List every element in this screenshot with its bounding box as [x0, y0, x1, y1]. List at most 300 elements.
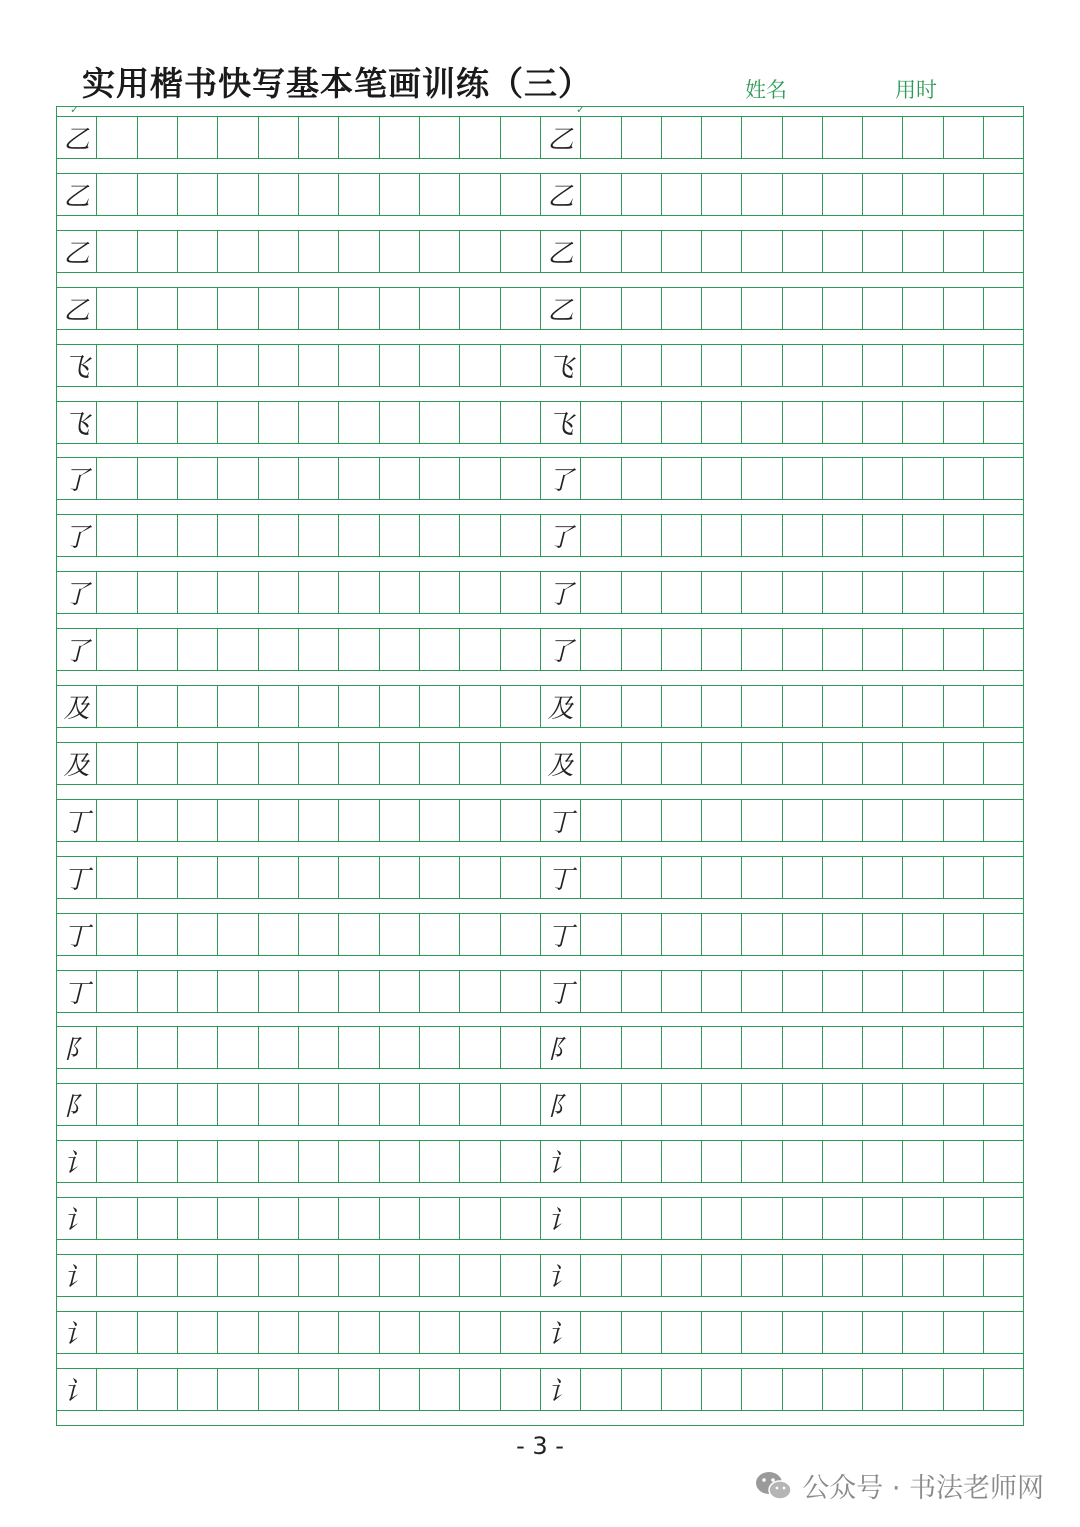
practice-cell[interactable]: [379, 345, 419, 386]
practice-cell[interactable]: [862, 458, 902, 499]
practice-cell[interactable]: [580, 288, 620, 329]
practice-cell[interactable]: [217, 1084, 257, 1125]
practice-cell[interactable]: [379, 288, 419, 329]
practice-cell[interactable]: [379, 1369, 419, 1410]
practice-cell[interactable]: [177, 1141, 217, 1182]
practice-cell[interactable]: [96, 1198, 136, 1239]
practice-cell[interactable]: [822, 1255, 862, 1296]
practice-cell[interactable]: [217, 914, 257, 955]
practice-cell[interactable]: [621, 800, 661, 841]
practice-cell[interactable]: [621, 288, 661, 329]
practice-cell[interactable]: [459, 117, 499, 158]
practice-cell[interactable]: [983, 174, 1023, 215]
practice-cell[interactable]: [379, 1084, 419, 1125]
practice-cell[interactable]: [862, 971, 902, 1012]
practice-cell[interactable]: [902, 1198, 942, 1239]
practice-cell[interactable]: [217, 1141, 257, 1182]
practice-cell[interactable]: [217, 345, 257, 386]
practice-cell[interactable]: [741, 515, 781, 556]
practice-cell[interactable]: [822, 458, 862, 499]
practice-cell[interactable]: [459, 686, 499, 727]
practice-cell[interactable]: [741, 1255, 781, 1296]
practice-cell[interactable]: [943, 288, 983, 329]
practice-cell[interactable]: [298, 1255, 338, 1296]
practice-cell[interactable]: [741, 117, 781, 158]
practice-cell[interactable]: [983, 857, 1023, 898]
practice-cell[interactable]: [822, 345, 862, 386]
practice-cell[interactable]: [500, 686, 540, 727]
practice-cell[interactable]: [862, 629, 902, 670]
practice-cell[interactable]: [379, 572, 419, 613]
practice-cell[interactable]: [177, 231, 217, 272]
practice-cell[interactable]: [419, 288, 459, 329]
practice-cell[interactable]: [782, 515, 822, 556]
practice-cell[interactable]: [137, 857, 177, 898]
practice-cell[interactable]: [943, 1027, 983, 1068]
practice-cell[interactable]: [822, 1141, 862, 1182]
practice-cell[interactable]: [782, 686, 822, 727]
practice-cell[interactable]: [741, 971, 781, 1012]
practice-cell[interactable]: [419, 914, 459, 955]
practice-cell[interactable]: [500, 629, 540, 670]
practice-cell[interactable]: [298, 1141, 338, 1182]
practice-cell[interactable]: [419, 1084, 459, 1125]
practice-cell[interactable]: [943, 743, 983, 784]
practice-cell[interactable]: [459, 800, 499, 841]
practice-cell[interactable]: [217, 743, 257, 784]
practice-cell[interactable]: [621, 686, 661, 727]
practice-cell[interactable]: [621, 1141, 661, 1182]
practice-cell[interactable]: [701, 1084, 741, 1125]
practice-cell[interactable]: [177, 117, 217, 158]
practice-cell[interactable]: [902, 857, 942, 898]
practice-cell[interactable]: [419, 572, 459, 613]
practice-cell[interactable]: [862, 515, 902, 556]
practice-cell[interactable]: [419, 857, 459, 898]
practice-cell[interactable]: [258, 572, 298, 613]
practice-cell[interactable]: [137, 117, 177, 158]
practice-cell[interactable]: [782, 1312, 822, 1353]
practice-cell[interactable]: [661, 857, 701, 898]
practice-cell[interactable]: [902, 1084, 942, 1125]
practice-cell[interactable]: [96, 572, 136, 613]
practice-cell[interactable]: [379, 402, 419, 443]
practice-cell[interactable]: [902, 117, 942, 158]
practice-cell[interactable]: [459, 971, 499, 1012]
practice-cell[interactable]: [621, 515, 661, 556]
practice-cell[interactable]: [419, 1027, 459, 1068]
practice-cell[interactable]: [580, 1084, 620, 1125]
practice-cell[interactable]: [621, 572, 661, 613]
practice-cell[interactable]: [822, 857, 862, 898]
practice-cell[interactable]: [862, 231, 902, 272]
practice-cell[interactable]: [741, 800, 781, 841]
practice-cell[interactable]: [137, 629, 177, 670]
practice-cell[interactable]: [661, 345, 701, 386]
practice-cell[interactable]: [862, 1369, 902, 1410]
practice-cell[interactable]: [983, 686, 1023, 727]
practice-cell[interactable]: [902, 629, 942, 670]
practice-cell[interactable]: [96, 515, 136, 556]
practice-cell[interactable]: [338, 1084, 378, 1125]
practice-cell[interactable]: [217, 971, 257, 1012]
practice-cell[interactable]: [782, 1084, 822, 1125]
practice-cell[interactable]: [943, 1369, 983, 1410]
practice-cell[interactable]: [741, 686, 781, 727]
practice-cell[interactable]: [580, 117, 620, 158]
practice-cell[interactable]: [338, 288, 378, 329]
practice-cell[interactable]: [862, 572, 902, 613]
practice-cell[interactable]: [258, 515, 298, 556]
practice-cell[interactable]: [580, 743, 620, 784]
practice-cell[interactable]: [379, 629, 419, 670]
practice-cell[interactable]: [96, 458, 136, 499]
practice-cell[interactable]: [419, 402, 459, 443]
practice-cell[interactable]: [902, 1141, 942, 1182]
practice-cell[interactable]: [782, 1255, 822, 1296]
practice-cell[interactable]: [177, 174, 217, 215]
practice-cell[interactable]: [701, 231, 741, 272]
practice-cell[interactable]: [741, 231, 781, 272]
practice-cell[interactable]: [741, 345, 781, 386]
practice-cell[interactable]: [459, 458, 499, 499]
practice-cell[interactable]: [862, 1255, 902, 1296]
practice-cell[interactable]: [379, 1312, 419, 1353]
practice-cell[interactable]: [96, 174, 136, 215]
practice-cell[interactable]: [217, 458, 257, 499]
practice-cell[interactable]: [217, 686, 257, 727]
practice-cell[interactable]: [137, 686, 177, 727]
practice-cell[interactable]: [419, 1369, 459, 1410]
practice-cell[interactable]: [177, 345, 217, 386]
practice-cell[interactable]: [862, 857, 902, 898]
practice-cell[interactable]: [419, 1312, 459, 1353]
practice-cell[interactable]: [177, 686, 217, 727]
practice-cell[interactable]: [419, 117, 459, 158]
practice-cell[interactable]: [621, 1255, 661, 1296]
practice-cell[interactable]: [96, 402, 136, 443]
practice-cell[interactable]: [459, 288, 499, 329]
practice-cell[interactable]: [621, 345, 661, 386]
practice-cell[interactable]: [983, 288, 1023, 329]
practice-cell[interactable]: [902, 231, 942, 272]
practice-cell[interactable]: [177, 857, 217, 898]
practice-cell[interactable]: [459, 402, 499, 443]
practice-cell[interactable]: [338, 857, 378, 898]
practice-cell[interactable]: [419, 345, 459, 386]
practice-cell[interactable]: [177, 800, 217, 841]
practice-cell[interactable]: [137, 1312, 177, 1353]
practice-cell[interactable]: [338, 515, 378, 556]
practice-cell[interactable]: [459, 1312, 499, 1353]
practice-cell[interactable]: [741, 629, 781, 670]
practice-cell[interactable]: [782, 857, 822, 898]
practice-cell[interactable]: [298, 971, 338, 1012]
practice-cell[interactable]: [661, 800, 701, 841]
practice-cell[interactable]: [177, 402, 217, 443]
practice-cell[interactable]: [96, 1084, 136, 1125]
practice-cell[interactable]: [419, 458, 459, 499]
practice-cell[interactable]: [338, 231, 378, 272]
practice-cell[interactable]: [782, 345, 822, 386]
practice-cell[interactable]: [459, 629, 499, 670]
practice-cell[interactable]: [701, 800, 741, 841]
practice-cell[interactable]: [298, 1198, 338, 1239]
practice-cell[interactable]: [419, 515, 459, 556]
practice-cell[interactable]: [741, 1141, 781, 1182]
practice-cell[interactable]: [661, 174, 701, 215]
practice-cell[interactable]: [661, 572, 701, 613]
practice-cell[interactable]: [459, 174, 499, 215]
practice-cell[interactable]: [96, 288, 136, 329]
practice-cell[interactable]: [621, 743, 661, 784]
practice-cell[interactable]: [741, 743, 781, 784]
practice-cell[interactable]: [701, 288, 741, 329]
practice-cell[interactable]: [822, 174, 862, 215]
practice-cell[interactable]: [902, 402, 942, 443]
practice-cell[interactable]: [661, 971, 701, 1012]
practice-cell[interactable]: [338, 402, 378, 443]
practice-cell[interactable]: [782, 800, 822, 841]
practice-cell[interactable]: [580, 458, 620, 499]
practice-cell[interactable]: [298, 458, 338, 499]
practice-cell[interactable]: [661, 1312, 701, 1353]
practice-cell[interactable]: [338, 1369, 378, 1410]
practice-cell[interactable]: [902, 288, 942, 329]
practice-cell[interactable]: [258, 971, 298, 1012]
practice-cell[interactable]: [580, 1198, 620, 1239]
practice-cell[interactable]: [580, 231, 620, 272]
practice-cell[interactable]: [298, 857, 338, 898]
practice-cell[interactable]: [338, 1027, 378, 1068]
practice-cell[interactable]: [137, 1198, 177, 1239]
practice-cell[interactable]: [459, 572, 499, 613]
practice-cell[interactable]: [500, 1312, 540, 1353]
practice-cell[interactable]: [379, 857, 419, 898]
practice-cell[interactable]: [258, 1369, 298, 1410]
practice-cell[interactable]: [983, 971, 1023, 1012]
practice-cell[interactable]: [902, 515, 942, 556]
practice-cell[interactable]: [701, 1369, 741, 1410]
practice-cell[interactable]: [298, 288, 338, 329]
practice-cell[interactable]: [580, 857, 620, 898]
practice-cell[interactable]: [943, 174, 983, 215]
practice-cell[interactable]: [177, 1312, 217, 1353]
practice-cell[interactable]: [338, 743, 378, 784]
practice-cell[interactable]: [701, 1141, 741, 1182]
practice-cell[interactable]: [137, 1027, 177, 1068]
practice-cell[interactable]: [580, 1027, 620, 1068]
practice-cell[interactable]: [500, 231, 540, 272]
practice-cell[interactable]: [701, 1312, 741, 1353]
practice-cell[interactable]: [137, 1369, 177, 1410]
practice-cell[interactable]: [983, 1255, 1023, 1296]
practice-cell[interactable]: [580, 402, 620, 443]
practice-cell[interactable]: [822, 1084, 862, 1125]
practice-cell[interactable]: [137, 1141, 177, 1182]
practice-cell[interactable]: [258, 1141, 298, 1182]
practice-cell[interactable]: [782, 231, 822, 272]
practice-cell[interactable]: [500, 1084, 540, 1125]
practice-cell[interactable]: [701, 686, 741, 727]
practice-cell[interactable]: [862, 117, 902, 158]
practice-cell[interactable]: [661, 686, 701, 727]
practice-cell[interactable]: [983, 629, 1023, 670]
practice-cell[interactable]: [459, 1198, 499, 1239]
practice-cell[interactable]: [338, 914, 378, 955]
practice-cell[interactable]: [459, 914, 499, 955]
practice-cell[interactable]: [338, 345, 378, 386]
practice-cell[interactable]: [661, 629, 701, 670]
practice-cell[interactable]: [217, 857, 257, 898]
practice-cell[interactable]: [983, 231, 1023, 272]
practice-cell[interactable]: [217, 402, 257, 443]
practice-cell[interactable]: [943, 971, 983, 1012]
practice-cell[interactable]: [822, 1312, 862, 1353]
practice-cell[interactable]: [177, 1255, 217, 1296]
practice-cell[interactable]: [661, 515, 701, 556]
practice-cell[interactable]: [822, 1369, 862, 1410]
practice-cell[interactable]: [137, 345, 177, 386]
practice-cell[interactable]: [137, 572, 177, 613]
practice-cell[interactable]: [379, 800, 419, 841]
practice-cell[interactable]: [500, 1027, 540, 1068]
practice-cell[interactable]: [902, 1255, 942, 1296]
practice-cell[interactable]: [943, 515, 983, 556]
practice-cell[interactable]: [983, 572, 1023, 613]
practice-cell[interactable]: [217, 1198, 257, 1239]
practice-cell[interactable]: [500, 288, 540, 329]
practice-cell[interactable]: [943, 572, 983, 613]
practice-cell[interactable]: [902, 743, 942, 784]
practice-cell[interactable]: [862, 288, 902, 329]
practice-cell[interactable]: [459, 345, 499, 386]
practice-cell[interactable]: [701, 1255, 741, 1296]
practice-cell[interactable]: [137, 743, 177, 784]
practice-cell[interactable]: [217, 1255, 257, 1296]
practice-cell[interactable]: [217, 231, 257, 272]
practice-cell[interactable]: [580, 1141, 620, 1182]
practice-cell[interactable]: [580, 914, 620, 955]
practice-cell[interactable]: [96, 1027, 136, 1068]
practice-cell[interactable]: [902, 1027, 942, 1068]
practice-cell[interactable]: [621, 857, 661, 898]
practice-cell[interactable]: [258, 231, 298, 272]
practice-cell[interactable]: [258, 629, 298, 670]
practice-cell[interactable]: [419, 971, 459, 1012]
practice-cell[interactable]: [943, 1084, 983, 1125]
practice-cell[interactable]: [338, 629, 378, 670]
practice-cell[interactable]: [500, 572, 540, 613]
practice-cell[interactable]: [983, 743, 1023, 784]
practice-cell[interactable]: [500, 914, 540, 955]
practice-cell[interactable]: [419, 743, 459, 784]
practice-cell[interactable]: [782, 971, 822, 1012]
practice-cell[interactable]: [782, 117, 822, 158]
practice-cell[interactable]: [338, 117, 378, 158]
practice-cell[interactable]: [459, 1027, 499, 1068]
practice-cell[interactable]: [298, 1312, 338, 1353]
practice-cell[interactable]: [217, 117, 257, 158]
practice-cell[interactable]: [822, 971, 862, 1012]
practice-cell[interactable]: [822, 629, 862, 670]
practice-cell[interactable]: [741, 174, 781, 215]
practice-cell[interactable]: [96, 117, 136, 158]
practice-cell[interactable]: [96, 1141, 136, 1182]
practice-cell[interactable]: [621, 971, 661, 1012]
practice-cell[interactable]: [500, 800, 540, 841]
practice-cell[interactable]: [96, 686, 136, 727]
practice-cell[interactable]: [137, 914, 177, 955]
practice-cell[interactable]: [217, 629, 257, 670]
practice-cell[interactable]: [137, 1084, 177, 1125]
practice-cell[interactable]: [580, 345, 620, 386]
practice-cell[interactable]: [379, 1198, 419, 1239]
practice-cell[interactable]: [621, 174, 661, 215]
practice-cell[interactable]: [258, 857, 298, 898]
practice-cell[interactable]: [741, 288, 781, 329]
practice-cell[interactable]: [217, 800, 257, 841]
practice-cell[interactable]: [258, 1084, 298, 1125]
practice-cell[interactable]: [782, 572, 822, 613]
practice-cell[interactable]: [983, 800, 1023, 841]
practice-cell[interactable]: [298, 686, 338, 727]
practice-cell[interactable]: [782, 914, 822, 955]
practice-cell[interactable]: [902, 686, 942, 727]
practice-cell[interactable]: [943, 231, 983, 272]
practice-cell[interactable]: [298, 345, 338, 386]
practice-cell[interactable]: [862, 402, 902, 443]
practice-cell[interactable]: [782, 743, 822, 784]
practice-cell[interactable]: [419, 174, 459, 215]
practice-cell[interactable]: [137, 458, 177, 499]
practice-cell[interactable]: [661, 458, 701, 499]
practice-cell[interactable]: [701, 515, 741, 556]
practice-cell[interactable]: [137, 231, 177, 272]
practice-cell[interactable]: [177, 515, 217, 556]
practice-cell[interactable]: [379, 231, 419, 272]
practice-cell[interactable]: [500, 174, 540, 215]
practice-cell[interactable]: [983, 1198, 1023, 1239]
practice-cell[interactable]: [741, 1027, 781, 1068]
practice-cell[interactable]: [661, 1027, 701, 1068]
practice-cell[interactable]: [983, 914, 1023, 955]
practice-cell[interactable]: [298, 174, 338, 215]
practice-cell[interactable]: [862, 686, 902, 727]
practice-cell[interactable]: [983, 117, 1023, 158]
practice-cell[interactable]: [137, 402, 177, 443]
practice-cell[interactable]: [701, 743, 741, 784]
practice-cell[interactable]: [943, 1312, 983, 1353]
practice-cell[interactable]: [741, 857, 781, 898]
practice-cell[interactable]: [177, 1198, 217, 1239]
practice-cell[interactable]: [943, 686, 983, 727]
practice-cell[interactable]: [621, 1027, 661, 1068]
practice-cell[interactable]: [701, 345, 741, 386]
practice-cell[interactable]: [902, 1369, 942, 1410]
practice-cell[interactable]: [379, 458, 419, 499]
practice-cell[interactable]: [298, 743, 338, 784]
practice-cell[interactable]: [338, 572, 378, 613]
practice-cell[interactable]: [782, 458, 822, 499]
practice-cell[interactable]: [137, 1255, 177, 1296]
practice-cell[interactable]: [661, 1084, 701, 1125]
practice-cell[interactable]: [782, 1369, 822, 1410]
practice-cell[interactable]: [983, 1027, 1023, 1068]
practice-cell[interactable]: [298, 629, 338, 670]
practice-cell[interactable]: [500, 515, 540, 556]
practice-cell[interactable]: [177, 1084, 217, 1125]
